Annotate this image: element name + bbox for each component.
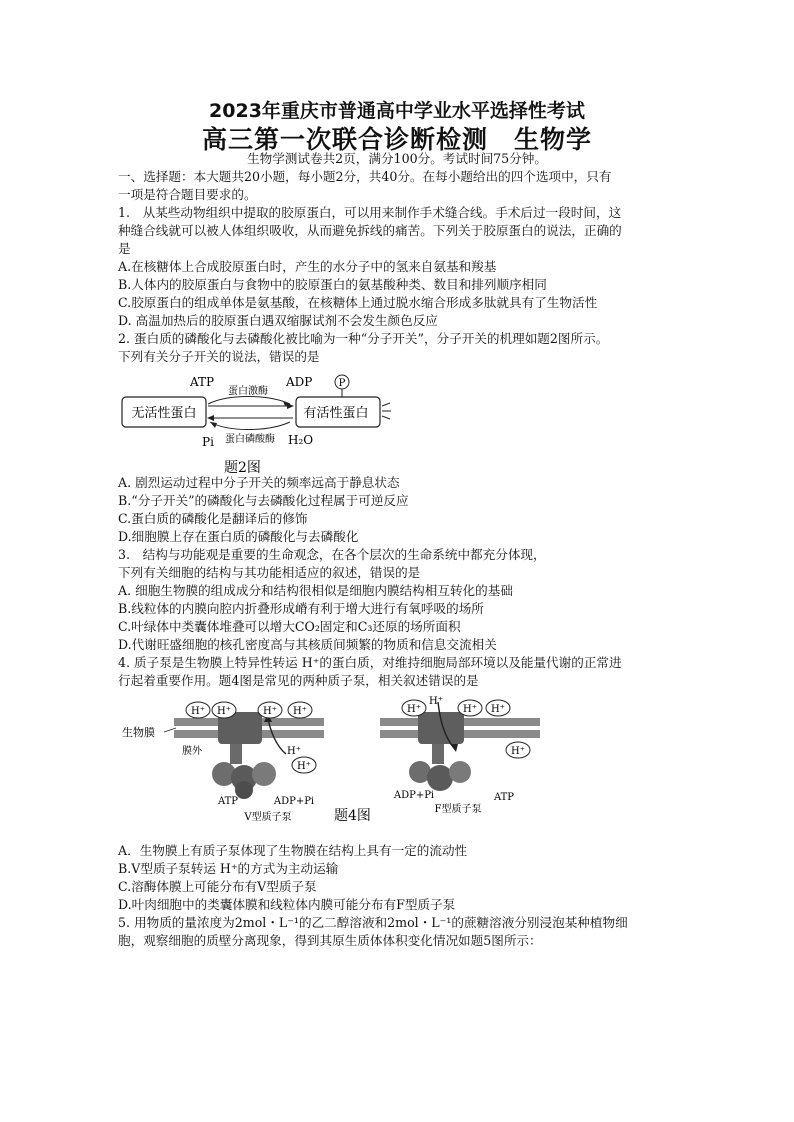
f-type-pump-diagram bbox=[380, 696, 540, 815]
proton-label: H⁺ bbox=[217, 706, 231, 717]
phosphatase-label: 蛋白磷酸酶 bbox=[225, 434, 275, 445]
active-protein-label: 有活性蛋白 bbox=[303, 406, 369, 421]
exam-subtitle: 高三第一次联合诊断检测 生物学 bbox=[201, 125, 592, 154]
q1-stem: 种缝合线就可以被人体组织吸收，从而避免拆线的痛苦。下列关于胶原蛋白的说法，正确的 bbox=[118, 223, 622, 238]
q1-option-b: B.人体内的胶原蛋白与食物中的胶原蛋白的氨基酸种类、数目和排列顺序相同 bbox=[118, 277, 547, 292]
phosphate-label: P bbox=[338, 378, 346, 389]
exam-note: 生物学测试卷共2页，满分100分。考试时间75分钟。 bbox=[247, 151, 547, 166]
adp-pi-label: ADP+Pi bbox=[273, 796, 315, 807]
dephosphorylation-arrow bbox=[210, 422, 290, 430]
q3-option-c: C.叶绿体中类囊体堆叠可以增大CO₂固定和C₃还原的场所面积 bbox=[118, 619, 461, 634]
q4-option-c: C.溶酶体膜上可能分布有V型质子泵 bbox=[118, 879, 317, 894]
atp-label: ATP bbox=[493, 792, 515, 803]
q3-option-b: B.线粒体的内膜向腔内折叠形成嵴有利于增大进行有氧呼吸的场所 bbox=[118, 601, 484, 616]
proton-label: H⁺ bbox=[511, 746, 525, 757]
q3-option-d: D.代谢旺盛细胞的核孔密度高与其核质间频繁的物质和信息交流相关 bbox=[118, 637, 497, 652]
q3-option-a: A. 细胞生物膜的组成成分和结构很相似是细胞内膜结构相互转化的基础 bbox=[118, 583, 513, 598]
q4-stem: 4. 质子泵是生物膜上特异性转运 H⁺的蛋白质，对维持细胞局部环境以及能量代谢的正常进 bbox=[118, 655, 622, 670]
q2-figure bbox=[118, 370, 398, 480]
q3-stem: 下列有关细胞的结构与其功能相适应的叙述，错误的是 bbox=[118, 565, 421, 580]
proton-label: H⁺ bbox=[293, 706, 307, 717]
pi-label: Pi bbox=[202, 435, 214, 449]
pump-subunit bbox=[252, 762, 276, 786]
proton-label: H⁺ bbox=[297, 761, 311, 772]
v-pump-label: V型质子泵 bbox=[244, 812, 292, 823]
q2-option-b: B.“分子开关”的磷酸化与去磷酸化过程属于可逆反应 bbox=[118, 493, 409, 508]
q4-option-d: D.叶肉细胞中的类囊体膜和线粒体内膜可能分布有F型质子泵 bbox=[118, 897, 456, 912]
proton-label: H⁺ bbox=[491, 704, 505, 715]
phosphorylation-arrow bbox=[208, 397, 290, 405]
section-intro-line: 一、选择题：本大题共20小题，每小题2分，共40分。在每小题给出的四个选项中，只有 bbox=[118, 169, 612, 184]
v-type-pump-diagram bbox=[122, 702, 324, 823]
q2-option-c: C.蛋白质的磷酸化是翻译后的修饰 bbox=[118, 511, 308, 526]
proton-label: H⁺ bbox=[463, 704, 477, 715]
q4-option-b: B.V型质子泵转运 H⁺的方式为主动运输 bbox=[118, 861, 339, 876]
pump-subunit bbox=[427, 765, 453, 791]
activity-signal-icon bbox=[382, 403, 391, 419]
q1-option-a: A.在核糖体上合成胶原蛋白时，产生的水分子中的氢来自氨基和羧基 bbox=[118, 259, 497, 274]
proton-label: H⁺ bbox=[429, 696, 443, 707]
q2-option-d: D.细胞膜上存在蛋白质的磷酸化与去磷酸化 bbox=[118, 529, 359, 544]
q2-figure-caption: 题2图 bbox=[224, 460, 261, 476]
q1-stem: 是 bbox=[118, 241, 131, 256]
atp-label: ATP bbox=[217, 796, 239, 807]
inactive-protein-label: 无活性蛋白 bbox=[131, 406, 197, 421]
proton-label: H⁺ bbox=[287, 746, 301, 757]
membrane-label: 生物膜 bbox=[122, 726, 155, 739]
adp-label: ADP bbox=[286, 375, 313, 389]
section-intro-line: 一项是符合题目要求的。 bbox=[118, 187, 257, 202]
q2-stem: 下列有关分子开关的说法，错误的是 bbox=[118, 349, 320, 364]
q1-stem: 1. 从某些动物组织中提取的胶原蛋白，可以用来制作手术缝合线。手术后过一段时间，这 bbox=[118, 205, 622, 220]
exam-title: 2023年重庆市普通高中学业水平选择性考试 bbox=[209, 100, 585, 122]
q4-stem: 行起着重要作用。题4图是常见的两种质子泵，相关叙述错误的是 bbox=[118, 673, 479, 688]
q5-stem: 胞，观察细胞的质壁分离现象，得到其原生质体体积变化情况如题5图所示： bbox=[118, 933, 542, 948]
outside-label: 膜外 bbox=[182, 746, 202, 757]
pump-subunit bbox=[449, 761, 471, 783]
q4-figure bbox=[118, 690, 558, 840]
q1-option-d: D. 高温加热后的胶原蛋白遇双缩脲试剂不会发生颜色反应 bbox=[118, 313, 438, 328]
proton-label: H⁺ bbox=[407, 704, 421, 715]
q2-stem: 2. 蛋白质的磷酸化与去磷酸化被比喻为一种“分子开关”，分子开关的机理如题2图所示。 bbox=[118, 331, 609, 346]
q4-option-a: A．生物膜上有质子泵体现了生物膜在结构上具有一定的流动性 bbox=[118, 843, 468, 858]
adp-pi-label: ADP+Pi bbox=[393, 790, 435, 801]
q3-stem: 3. 结构与功能观是重要的生命观念，在各个层次的生命系统中都充分体现， bbox=[118, 547, 546, 562]
q1-option-c: C.胶原蛋白的组成单体是氨基酸，在核糖体上通过脱水缩合形成多肽就具有了生物活性 bbox=[118, 295, 598, 310]
q4-figure-caption: 题4图 bbox=[334, 808, 371, 824]
proton-label: H⁺ bbox=[263, 706, 277, 717]
water-label: H₂O bbox=[288, 433, 314, 447]
kinase-label: 蛋白激酶 bbox=[228, 386, 268, 397]
atp-label: ATP bbox=[190, 375, 215, 389]
f-pump-label: F型质子泵 bbox=[434, 804, 482, 815]
q5-stem: 5. 用物质的量浓度为2mol・L⁻¹的乙二醇溶液和2mol・L⁻¹的蔗糖溶液分别浸泡某种植物细 bbox=[118, 915, 628, 930]
q2-option-a: A. 剧烈运动过程中分子开关的频率远高于静息状态 bbox=[118, 475, 400, 490]
proton-label: H⁺ bbox=[191, 706, 205, 717]
